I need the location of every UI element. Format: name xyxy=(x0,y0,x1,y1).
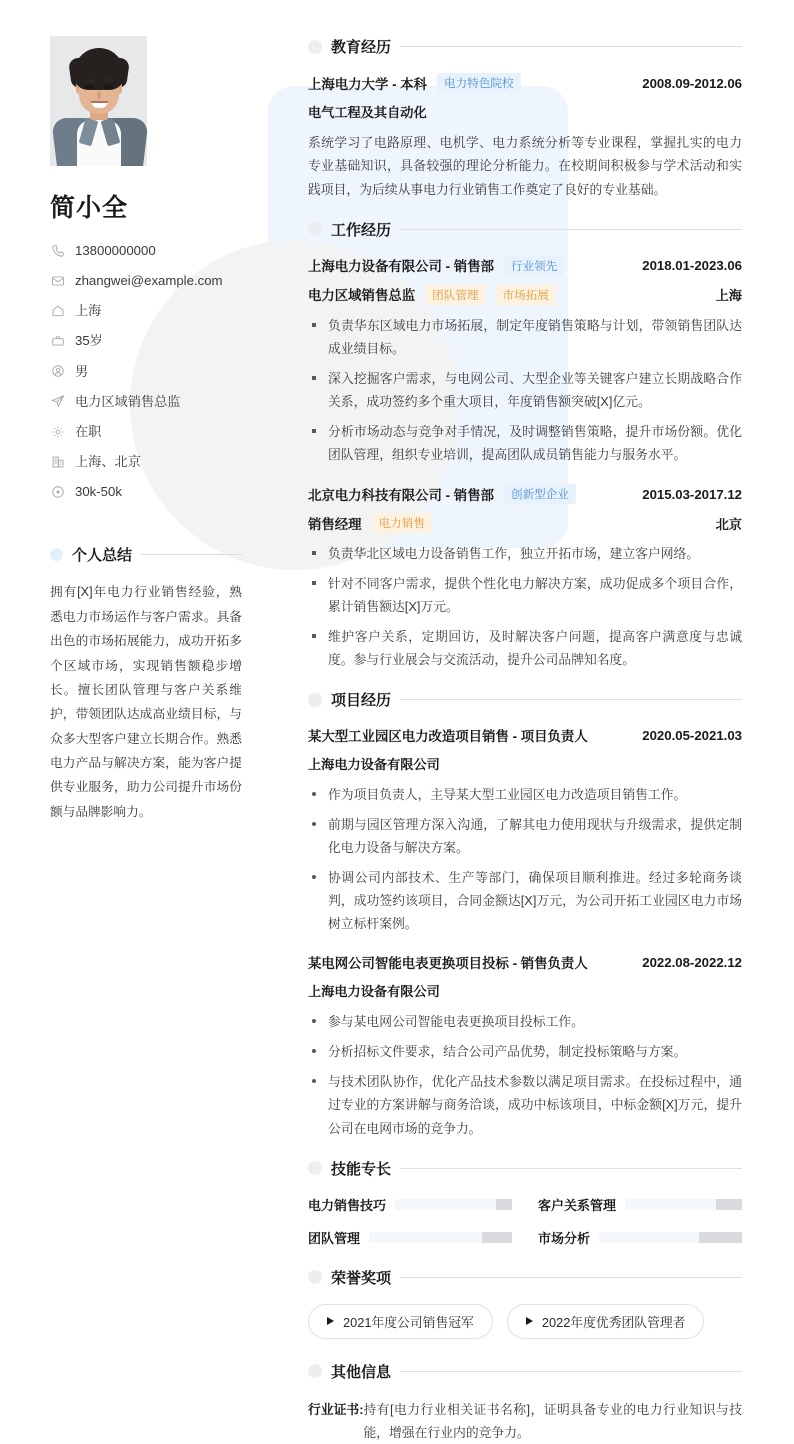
education-tag: 电力特色院校 xyxy=(437,73,521,93)
work-bullets xyxy=(308,314,742,466)
work-company: 北京电力科技有限公司 - 销售部 xyxy=(308,487,494,503)
project-date: 2022.08-2022.12 xyxy=(642,955,742,971)
skill-progress-fill xyxy=(716,1199,742,1210)
summary-text: 拥有[X]年电力行业销售经验，熟悉电力市场运作与客户需求。具备出色的市场拓展能力，成功开拓多个区域市场，实现销售额稳步增长。擅长团队管理与客户关系维护，带领团队达成高业绩目标，与众多大型客户建立长期合作。熟悉电力产品与解决方案，能为客户提供专业服务，助力公司提升市场份额与品牌影响力。 xyxy=(50,585,242,819)
skill-item xyxy=(308,1195,512,1214)
avatar xyxy=(50,36,147,166)
section-work xyxy=(308,219,742,671)
section-dot-icon xyxy=(308,40,322,54)
section-title-other: 其他信息 xyxy=(331,1363,392,1381)
info-value-status: 在职 xyxy=(75,423,102,439)
play-triangle-icon xyxy=(526,1317,533,1325)
work-bullets xyxy=(308,542,742,671)
skill-item xyxy=(308,1228,512,1247)
list-item: 分析市场动态与竞争对手情况，及时调整销售策略，提升市场份额。优化团队管理，组织专业培训，提高团队成员销售能力与服务水平。 xyxy=(308,420,742,466)
section-header-education xyxy=(308,36,742,57)
section-header-honors xyxy=(308,1267,742,1288)
section-header-projects xyxy=(308,689,742,710)
envelope-icon xyxy=(50,273,65,288)
project-name: 某大型工业园区电力改造项目销售 - 项目负责人 xyxy=(308,729,588,745)
info-row-email xyxy=(50,272,242,289)
work-role-tag: 电力销售 xyxy=(372,513,432,533)
work-role: 销售经理 xyxy=(308,516,362,532)
info-row-work-city xyxy=(50,453,242,470)
education-description: 系统学习了电路原理、电机学、电力系统分析等专业课程，掌握扎实的电力专业基础知识，具备较强的理论分析能力。在校期间积极参与学术活动和实践项目，为后续从事电力行业销售工作奠定了良好的专业基础。 xyxy=(308,135,742,197)
section-header-skills xyxy=(308,1158,742,1179)
skill-item xyxy=(538,1228,742,1247)
skill-label: 市场分析 xyxy=(538,1230,591,1246)
section-dot-icon xyxy=(308,222,322,236)
list-item: 负责华北区域电力设备销售工作，独立开拓市场，建立客户网络。 xyxy=(308,542,742,565)
entry-header xyxy=(308,73,742,93)
honor-label: 2022年度优秀团队管理者 xyxy=(541,1314,686,1330)
education-major: 电气工程及其自动化 xyxy=(308,105,427,120)
info-row-age xyxy=(50,332,242,349)
phone-icon xyxy=(50,243,65,258)
list-item: 深入挖掘客户需求，与电网公司、大型企业等关键客户建立长期战略合作关系，成功签约多个重大项目，年度销售额突破[X]亿元。 xyxy=(308,367,742,413)
skill-progress-bar xyxy=(369,1232,512,1243)
divider xyxy=(400,1168,742,1169)
project-date: 2020.05-2021.03 xyxy=(642,728,742,744)
entry-header xyxy=(308,726,742,745)
gear-icon xyxy=(50,424,65,439)
divider xyxy=(400,1277,742,1278)
info-value-email: zhangwei@example.com xyxy=(75,273,223,289)
section-projects xyxy=(308,689,742,1139)
list-item: 分析招标文件要求，结合公司产品优势，制定投标策略与方案。 xyxy=(308,1040,742,1063)
list-item: 维护客户关系，定期回访，及时解决客户问题，提高客户满意度与忠诚度。参与行业展会与交流活动，提升公司品牌知名度。 xyxy=(308,625,742,671)
entry-header xyxy=(308,256,742,276)
section-dot-icon xyxy=(50,548,63,561)
work-role-tag: 团队管理 xyxy=(425,285,485,305)
project-entry xyxy=(308,726,742,935)
section-honors xyxy=(308,1267,742,1339)
honor-label: 2021年度公司销售冠军 xyxy=(343,1314,474,1330)
info-row-phone xyxy=(50,242,242,259)
skill-progress-bar xyxy=(599,1232,742,1243)
skill-label: 客户关系管理 xyxy=(538,1197,617,1213)
section-header-summary xyxy=(50,544,242,565)
education-date: 2008.09-2012.06 xyxy=(642,75,742,91)
work-entry xyxy=(308,256,742,466)
section-title-summary: 个人总结 xyxy=(72,547,133,565)
project-entry xyxy=(308,953,742,1139)
coin-icon xyxy=(50,484,65,499)
building-icon xyxy=(50,454,65,469)
skill-progress-bar xyxy=(395,1199,512,1210)
project-bullets xyxy=(308,783,742,935)
section-title-honors: 荣誉奖项 xyxy=(331,1269,392,1287)
info-value-salary: 30k-50k xyxy=(75,484,122,500)
info-row-position xyxy=(50,393,242,410)
briefcase-icon xyxy=(50,334,65,349)
section-title-projects: 项目经历 xyxy=(331,692,392,710)
page-title: 简小全 xyxy=(50,194,129,222)
skill-progress-fill xyxy=(482,1232,512,1243)
home-icon xyxy=(50,303,65,318)
section-title-work: 工作经历 xyxy=(331,221,392,239)
list-item: 与技术团队协作，优化产品技术参数以满足项目需求。在投标过程中，通过专业的方案讲解与商务洽谈，成功中标该项目，中标金额[X]万元，提升公司在电网市场的竞争力。 xyxy=(308,1070,742,1139)
info-value-city: 上海 xyxy=(75,303,102,319)
work-entry xyxy=(308,484,742,671)
section-dot-icon xyxy=(308,1270,322,1284)
entry-subheader xyxy=(308,285,742,305)
sidebar xyxy=(0,0,268,1328)
skill-label: 团队管理 xyxy=(308,1230,361,1246)
section-other xyxy=(308,1361,742,1444)
education-entry xyxy=(308,73,742,201)
work-company-tag: 创新型企业 xyxy=(504,484,576,504)
play-triangle-icon xyxy=(327,1317,334,1325)
project-bullets xyxy=(308,1010,742,1139)
work-location: 北京 xyxy=(715,516,742,532)
divider xyxy=(400,1371,742,1372)
info-value-work-city: 上海、北京 xyxy=(75,454,141,470)
work-role-tag: 市场拓展 xyxy=(496,285,556,305)
section-title-skills: 技能专长 xyxy=(331,1160,392,1178)
paper-plane-icon xyxy=(50,394,65,409)
list-item: 参与某电网公司智能电表更换项目投标工作。 xyxy=(308,1010,742,1033)
skill-item xyxy=(538,1195,742,1214)
project-company: 上海电力设备有限公司 xyxy=(308,757,440,773)
user-circle-icon xyxy=(50,364,65,379)
work-company: 上海电力设备有限公司 - 销售部 xyxy=(308,259,494,275)
honor-chip[interactable] xyxy=(308,1304,493,1339)
list-item: 前期与园区管理方深入沟通，了解其电力使用现状与升级需求，提供定制化电力设备与解决方案。 xyxy=(308,813,742,859)
section-header-work xyxy=(308,219,742,240)
info-value-position: 电力区域销售总监 xyxy=(75,393,181,409)
education-school: 上海电力大学 - 本科 xyxy=(308,76,428,92)
skill-label: 电力销售技巧 xyxy=(308,1197,387,1213)
info-row-status xyxy=(50,423,242,440)
skill-progress-fill xyxy=(699,1232,742,1243)
project-name: 某电网公司智能电表更换项目投标 - 销售负责人 xyxy=(308,956,588,972)
list-item: 协调公司内部技术、生产等部门，确保项目顺利推进。经过多轮商务谈判，成功签约该项目，合同金额达[X]万元，为公司开拓工业园区电力市场树立标杆案例。 xyxy=(308,866,742,935)
other-info-label: 行业证书: xyxy=(308,1401,364,1417)
entry-header xyxy=(308,484,742,504)
skills-grid xyxy=(308,1195,742,1247)
work-date: 2018.01-2023.06 xyxy=(642,258,742,274)
info-row-salary xyxy=(50,483,242,500)
divider xyxy=(400,229,742,230)
work-company-tag: 行业领先 xyxy=(504,256,564,276)
work-location: 上海 xyxy=(715,288,742,304)
section-education xyxy=(308,36,742,201)
info-value-age: 35岁 xyxy=(75,333,103,349)
other-info-value: 持有[电力行业相关证书名称]，证明具备专业的电力行业知识与技能，增强在行业内的竞争力。 xyxy=(363,1401,742,1440)
work-date: 2015.03-2017.12 xyxy=(642,486,742,502)
work-role: 电力区域销售总监 xyxy=(308,288,416,304)
info-value-phone: 13800000000 xyxy=(75,243,156,258)
divider xyxy=(400,699,742,700)
info-row-city xyxy=(50,302,242,319)
list-item: 负责华东区域电力市场拓展，制定年度销售策略与计划，带领销售团队达成业绩目标。 xyxy=(308,314,742,360)
list-item: 针对不同客户需求，提供个性化电力解决方案，成功促成多个项目合作，累计销售额达[X]万元。 xyxy=(308,572,742,618)
section-skills xyxy=(308,1158,742,1247)
section-title-education: 教育经历 xyxy=(331,39,392,56)
main-content xyxy=(268,0,794,1440)
section-dot-icon xyxy=(308,693,322,707)
project-company: 上海电力设备有限公司 xyxy=(308,984,440,1000)
list-item: 作为项目负责人，主导某大型工业园区电力改造项目销售工作。 xyxy=(308,783,742,806)
skill-progress-bar xyxy=(625,1199,742,1210)
section-dot-icon xyxy=(308,1364,322,1378)
entry-header xyxy=(308,953,742,972)
info-row-gender xyxy=(50,363,242,380)
divider xyxy=(141,554,242,555)
skill-progress-fill xyxy=(496,1199,512,1210)
honor-chip[interactable] xyxy=(507,1304,705,1339)
contact-info-list xyxy=(50,242,242,500)
divider xyxy=(400,46,742,47)
section-header-other xyxy=(308,1361,742,1382)
other-info-row xyxy=(308,1398,742,1444)
honors-list xyxy=(308,1304,742,1339)
section-dot-icon xyxy=(308,1161,322,1175)
info-value-gender: 男 xyxy=(75,363,89,379)
entry-subheader xyxy=(308,513,742,533)
